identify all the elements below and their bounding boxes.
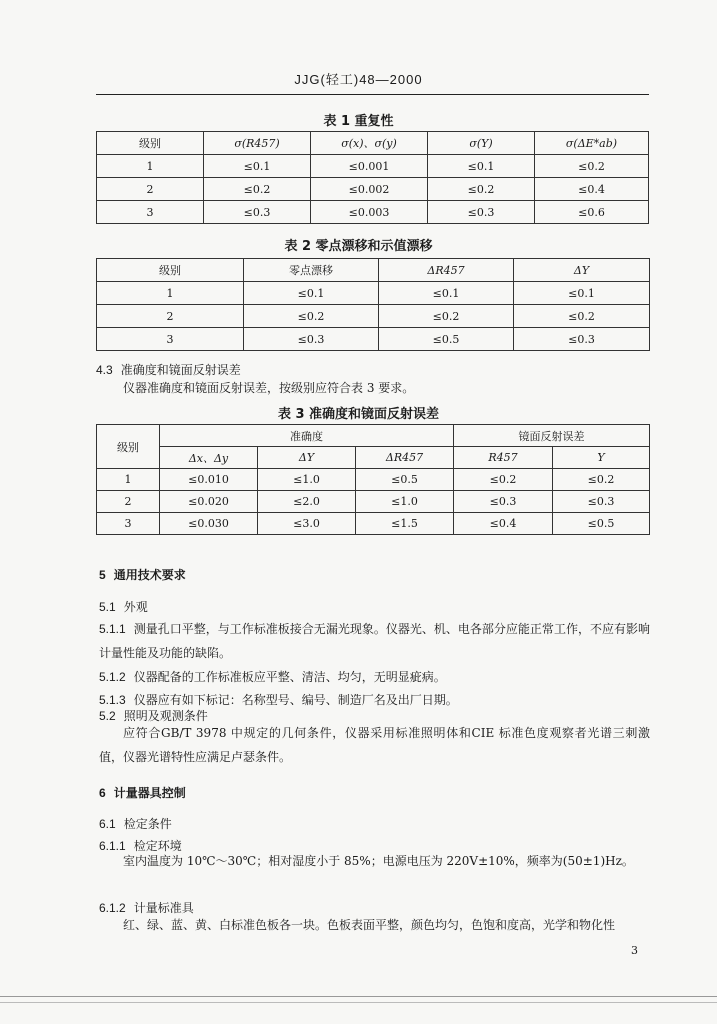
table-cell: ≤0.4 (454, 513, 553, 535)
table2-header-level: 级别 (97, 259, 244, 282)
section-title: 计量标准具 (133, 901, 194, 915)
section-6-1-1-text: 室内温度为 10℃～30℃；相对湿度小于 85%；电源电压为 220V±10%，频率为(50±1)Hz。 (123, 854, 634, 868)
table-cell: ≤0.003 (311, 201, 428, 224)
section-number: 5.2 (99, 709, 116, 723)
table-cell: 3 (97, 513, 160, 535)
table2-header-r457: ΔR457 (379, 259, 514, 282)
table-cell: ≤0.3 (244, 328, 379, 351)
table-cell: 1 (97, 282, 244, 305)
table1-header-y: σ(Y) (428, 132, 535, 155)
table-cell: 2 (97, 178, 204, 201)
table1-header-deltae: σ(ΔE*ab) (535, 132, 649, 155)
section-number: 5.1.1 (99, 622, 126, 636)
table3-subheader-row (97, 447, 650, 469)
section-text: 仪器配备的工作标准板应平整、清洁、均匀，无明显疵病。 (133, 670, 446, 684)
table-cell: ≤0.1 (204, 155, 311, 178)
table-drift (96, 258, 650, 351)
table-cell: ≤0.002 (311, 178, 428, 201)
table-cell: 1 (97, 155, 204, 178)
table-cell: ≤0.2 (379, 305, 514, 328)
section-6-1-heading (99, 815, 172, 832)
table3-sub-r457: R457 (454, 447, 553, 469)
section-title: 外观 (123, 600, 148, 614)
table-cell: ≤0.1 (244, 282, 379, 305)
page-number: 3 (631, 944, 638, 957)
table-row (97, 155, 649, 178)
table-cell: ≤0.1 (428, 155, 535, 178)
table-cell: ≤0.020 (160, 491, 258, 513)
table-row (97, 513, 650, 535)
table3-header-accuracy: 准确度 (160, 425, 454, 447)
table-cell: ≤3.0 (258, 513, 356, 535)
table1-caption: 表 1 重复性 (323, 114, 394, 129)
table-cell: 3 (97, 201, 204, 224)
section-title: 检定环境 (133, 839, 182, 853)
section-number: 6.1.2 (99, 901, 126, 915)
table-cell: ≤0.2 (428, 178, 535, 201)
table-cell: ≤0.010 (160, 469, 258, 491)
table-cell: ≤0.3 (514, 328, 650, 351)
table3-header-level: 级别 (97, 425, 160, 469)
section-5-1-heading (99, 598, 148, 615)
table3-sub-y: Y (553, 447, 650, 469)
table-cell: ≤0.3 (553, 491, 650, 513)
table2-header-zero: 零点漂移 (244, 259, 379, 282)
section-number: 4.3 (96, 363, 113, 377)
table-cell: 2 (97, 305, 244, 328)
section-6-1-2-text: 红、绿、蓝、黄、白标准色板各一块。色板表面平整，颜色均匀，色饱和度高，光学和物化性 (123, 918, 616, 932)
table-row (97, 282, 650, 305)
section-number: 5.1.3 (99, 693, 126, 707)
table3-sub-dr457: ΔR457 (356, 447, 454, 469)
table3-caption: 表 3 准确度和镜面反射误差 (277, 407, 440, 422)
table1-header-row (97, 132, 649, 155)
table-row (97, 491, 650, 513)
table-cell: ≤1.0 (258, 469, 356, 491)
table-cell: ≤0.5 (553, 513, 650, 535)
table-cell: ≤0.1 (379, 282, 514, 305)
table-cell: ≤2.0 (258, 491, 356, 513)
table3-sub-dxdy: Δx、Δy (160, 447, 258, 469)
table-cell: 2 (97, 491, 160, 513)
table-cell: ≤0.5 (356, 469, 454, 491)
section-title: 计量器具控制 (113, 786, 186, 800)
table2-caption: 表 2 零点漂移和示值漂移 (284, 239, 433, 254)
table-cell: ≤0.2 (553, 469, 650, 491)
running-header: JJG(轻工)48—2000 (294, 72, 423, 87)
header-rule (96, 94, 649, 95)
section-number: 6.1.1 (99, 839, 126, 853)
section-number: 6 (99, 786, 106, 800)
table-cell: ≤0.3 (204, 201, 311, 224)
table-row (97, 328, 650, 351)
section-number: 5 (99, 568, 106, 582)
table3-sub-dy: ΔY (258, 447, 356, 469)
section-5-1-2 (99, 665, 650, 689)
section-title: 检定条件 (123, 817, 172, 831)
section-text: 测量孔口平整，与工作标准板接合无漏光现象。仪器光、机、电各部分应能正常工作，不应有影响计量性能及功能的缺陷。 (99, 622, 650, 660)
section-number: 5.1.2 (99, 670, 126, 684)
table-row (97, 178, 649, 201)
section-title: 通用技术要求 (113, 568, 186, 582)
table-accuracy (96, 424, 650, 535)
section-number: 5.1 (99, 600, 116, 614)
table3-header-specular: 镜面反射误差 (454, 425, 650, 447)
table-cell: ≤0.6 (535, 201, 649, 224)
section-text: 仪器应有如下标记：名称型号、编号、制造厂名及出厂日期。 (133, 693, 458, 707)
table-cell: ≤0.5 (379, 328, 514, 351)
table-cell: ≤1.0 (356, 491, 454, 513)
table-cell: ≤0.2 (244, 305, 379, 328)
table-cell: ≤0.3 (454, 491, 553, 513)
section-title: 准确度和镜面反射误差 (120, 363, 241, 377)
table-cell: ≤0.1 (514, 282, 650, 305)
table1-header-level: 级别 (97, 132, 204, 155)
table-cell: ≤0.001 (311, 155, 428, 178)
table-cell: ≤0.2 (535, 155, 649, 178)
table-repeatability (96, 131, 649, 224)
table-row (97, 305, 650, 328)
section-title: 照明及观测条件 (123, 709, 208, 723)
table2-header-row (97, 259, 650, 282)
table1-header-xy: σ(x)、σ(y) (311, 132, 428, 155)
section-5-1-1 (99, 617, 650, 665)
table-row (97, 201, 649, 224)
table-row (97, 469, 650, 491)
table-cell: 3 (97, 328, 244, 351)
table-cell: ≤0.030 (160, 513, 258, 535)
table-cell: ≤0.2 (514, 305, 650, 328)
table1-header-r457: σ(R457) (204, 132, 311, 155)
section-6-heading (99, 784, 186, 801)
table-cell: 1 (97, 469, 160, 491)
table-cell: ≤0.4 (535, 178, 649, 201)
table-cell: ≤1.5 (356, 513, 454, 535)
section-number: 6.1 (99, 817, 116, 831)
section-5-2-text: 应符合GB/T 3978 中规定的几何条件，仪器采用标准照明体和CIE 标准色度观察者光谱三刺激值，仪器光谱特性应满足卢瑟条件。 (99, 726, 650, 764)
table-cell: ≤0.2 (204, 178, 311, 201)
scan-edge-line (0, 1002, 717, 1003)
section-5-heading (99, 566, 186, 583)
section-4-3-text: 仪器准确度和镜面反射误差，按级别应符合表 3 要求。 (123, 381, 415, 395)
table3-header-row (97, 425, 650, 447)
table-cell: ≤0.2 (454, 469, 553, 491)
table-cell: ≤0.3 (428, 201, 535, 224)
scan-edge-line (0, 996, 717, 997)
table2-header-y: ΔY (514, 259, 650, 282)
